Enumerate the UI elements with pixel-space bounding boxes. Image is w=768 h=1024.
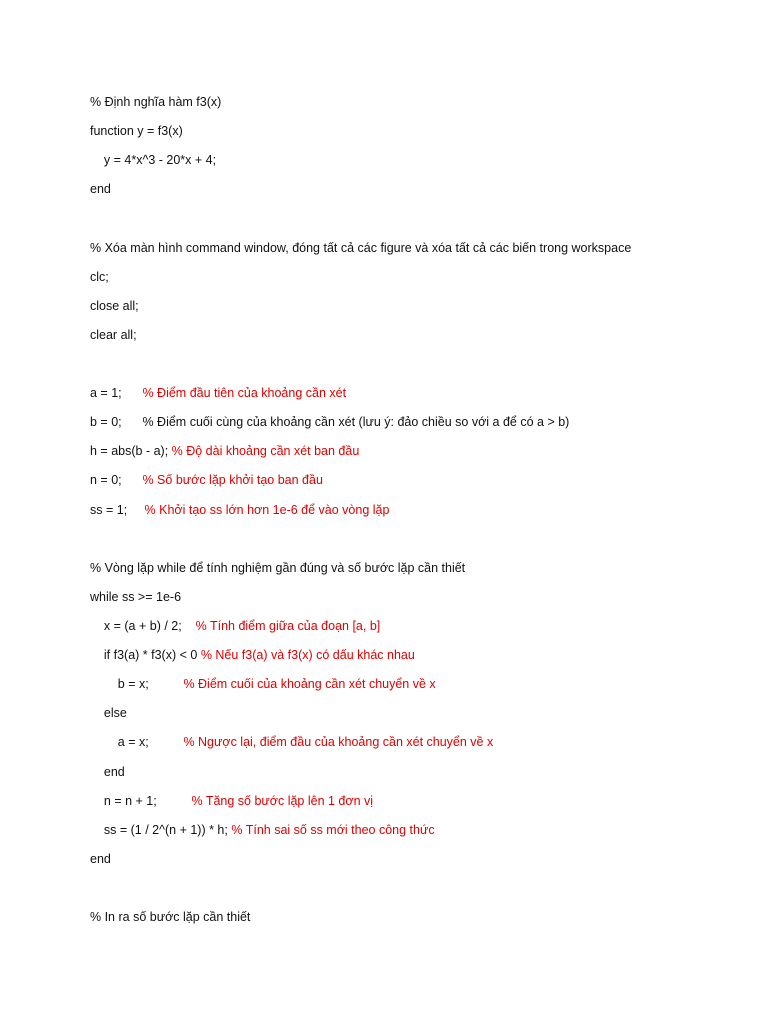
code-line [90, 647, 415, 663]
code-line [90, 181, 111, 197]
inline-comment: % Ngược lại, điểm đầu của khoảng cần xét chuyển về x [183, 735, 494, 749]
inline-comment: % Số bước lặp khởi tạo ban đầu [142, 473, 323, 487]
code-text: % Định nghĩa hàm f3(x) [90, 95, 222, 109]
code-line [90, 822, 435, 838]
code-line [90, 734, 493, 750]
code-text: end [90, 852, 111, 866]
code-line [90, 705, 127, 721]
code-text: close all; [90, 299, 139, 313]
code-text: b = x; [90, 677, 184, 691]
inline-comment: % Điểm đầu tiên của khoảng cần xét [142, 386, 347, 400]
code-line [90, 618, 380, 634]
inline-comment: % Độ dài khoảng cần xét ban đầu [171, 444, 360, 458]
inline-comment: % Khởi tạo ss lớn hơn 1e-6 để vào vòng lặp [144, 503, 390, 517]
code-text: h = abs(b - a); [90, 444, 172, 458]
code-line [90, 560, 465, 576]
code-text: n = 0; [90, 473, 143, 487]
inline-comment: % Tăng số bước lặp lên 1 đơn vị [191, 794, 374, 808]
code-line [90, 443, 359, 459]
code-line [90, 589, 181, 605]
code-text: end [90, 765, 125, 779]
code-text: end [90, 182, 111, 196]
code-line [90, 123, 183, 139]
code-text: while ss >= 1e-6 [90, 590, 182, 604]
inline-comment: % Tính điểm giữa của đoạn [a, b] [195, 619, 381, 633]
code-line [90, 152, 216, 168]
code-line [90, 414, 569, 430]
code-line [90, 327, 137, 343]
code-line [90, 240, 631, 256]
code-line [90, 909, 250, 925]
code-text: clear all; [90, 328, 137, 342]
code-line [90, 94, 221, 110]
code-line [90, 472, 323, 488]
code-text: % In ra số bước lặp cần thiết [90, 910, 251, 924]
code-line [90, 764, 125, 780]
code-text: function y = f3(x) [90, 124, 183, 138]
code-text: a = 1; [90, 386, 143, 400]
code-text: x = (a + b) / 2; [90, 619, 196, 633]
code-text: y = 4*x^3 - 20*x + 4; [90, 153, 217, 167]
code-text: n = n + 1; [90, 794, 192, 808]
code-line [90, 502, 389, 518]
inline-comment: % Điểm cuối của khoảng cần xét chuyển về x [183, 677, 436, 691]
code-line [90, 793, 373, 809]
code-text: clc; [90, 270, 109, 284]
inline-comment: % Nếu f3(a) và f3(x) có dấu khác nhau [200, 648, 415, 662]
code-text: if f3(a) * f3(x) < 0 [90, 648, 201, 662]
code-line [90, 298, 139, 314]
code-text: % Xóa màn hình command window, đóng tất cả các figure và xóa tất cả các biến trong workspace [90, 241, 632, 255]
code-text: a = x; [90, 735, 184, 749]
code-text: % Vòng lặp while để tính nghiệm gần đúng và số bước lặp cần thiết [90, 561, 466, 575]
code-line [90, 676, 436, 692]
code-line [90, 385, 346, 401]
code-line [90, 851, 111, 867]
inline-comment: % Tính sai số ss mới theo công thức [231, 823, 435, 837]
code-text: ss = (1 / 2^(n + 1)) * h; [90, 823, 232, 837]
code-text: else [90, 706, 127, 720]
code-line [90, 269, 109, 285]
code-text: ss = 1; [90, 503, 145, 517]
code-text: b = 0; % Điểm cuối cùng của khoảng cần xét (lưu ý: đảo chiều so với a để có a > b) [90, 415, 570, 429]
